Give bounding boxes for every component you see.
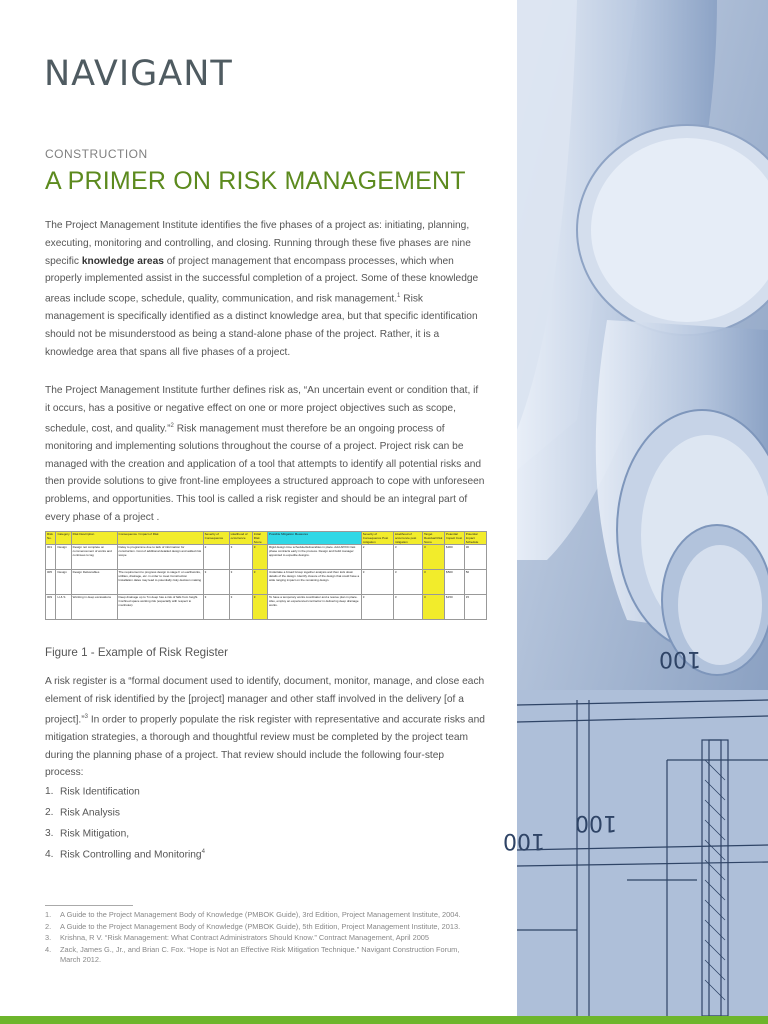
risk-register-paragraph: A risk register is a “formal document used to identify, document, monitor, manage, and close each element of risk identified by the [project] manager and other staff involved in the delivery [of a project].”$^3$ In order to properly populate the risk register with representative and accurate risks and mitigation strategies, a thorough and thoughtful review must be completed by the project team during the planning phase of a project. That review should include the following four-step process:: [45, 676, 485, 779]
risk-register-table: [45, 531, 487, 620]
header-consequence: Consequence / Impact of Risk: [117, 532, 203, 545]
risk-definition-paragraph: The Project Management Institute further defines risk as, “An uncertain event or condition that, if it occurs, has a positive or negative effect on one or more project objectives such as scope, schedule, cost, and quality.”$^2$ Risk management must therefore be an ongoing process of monitoring and implementing solutions throughout the course of a project. Project risk can be managed with the creation and application of a tool that attempts to identify all potential risks and then provide solutions to give front-line employees a structured approach to cope with unforeseen problems, and opportunities. This tool is called a risk register and should be an integral part of every phase of a project .: [45, 385, 485, 523]
risk-register-figure: [45, 531, 487, 631]
header-severity-post: Severity of Consequence Post mitigation: [361, 532, 393, 545]
header-severity: Severity of Consequence: [203, 532, 229, 545]
list-item: 1. Risk Identification: [45, 786, 140, 798]
footnote-item: 4. Zack, James G., Jr., and Brian C. Fox. “Hope is Not an Effective Risk Mitigation Technique.” Navigant Construction Forum, March 2012.: [45, 944, 460, 964]
navigant-logo: NAVIGANT: [44, 54, 233, 94]
footnote-ref-4: 4: [201, 849, 205, 855]
header-initial-score: Initial Risk Score: [252, 532, 267, 545]
section-label: CONSTRUCTION: [45, 147, 148, 161]
list-item: 3. Risk Mitigation,: [45, 828, 130, 840]
blueprint-label-100: 100: [659, 646, 701, 671]
footnote-item: 2. A Guide to the Project Management Body of Knowledge (PMBOK Guide), 5th Edition, Project Management Institute, 2013.: [45, 921, 461, 931]
figure-caption: Figure 1 - Example of Risk Register: [45, 646, 228, 659]
intro-paragraph: The Project Management Institute identifies the five phases of a project as: initiating, planning, executing, monitoring and controlling, and closing. Running through these five phases are nine specific knowledge areas of project management that encompass processes, which when properly implemented assist in the successful completion of a project. Some of these knowledge areas include scope, schedule, quality, communication, and risk management.$^1$ Risk management is specifically identified as a distinct knowledge area, but that specific identification should not be misunderstood as being a stand-alone phase of the project. Rather, it is a knowledge area that spans all five phases of a project.: [45, 220, 479, 358]
header-category: Category: [56, 532, 71, 545]
table-row: 001 Design Design not complete on commencement of works and continues to lag Delay to programme due to lack of information for construction. Cost of additional detailed design and added risk scope 2 3 3 Rigid design time schedule/deliverables in place. Add AP/OC fast phase contracts early in the process. Design and build manager appointed to expedite designs. 2 3 3 $300 30: [46, 545, 487, 570]
header-impact-cost: Potential Impact Cost: [445, 532, 465, 545]
footnote-ref-2: 2: [170, 422, 174, 429]
page-title: A PRIMER ON RISK MANAGEMENT: [45, 167, 466, 195]
footnote-item: 3. Krishna, R V. “Risk Management: What Contract Administrators Should Know.” Contract Management, April 2005: [45, 933, 430, 942]
list-item: 2. Risk Analysis: [45, 807, 121, 819]
header-residual-score: Target Residual Risk Score: [423, 532, 445, 545]
knowledge-areas-link[interactable]: knowledge areas: [81, 255, 164, 267]
header-risk-description: Risk Description: [71, 532, 117, 545]
blueprint-rolls-photo: [503, 0, 768, 1016]
header-likelihood: Likelihood of occurrence: [229, 532, 252, 545]
footnote-item: 1. A Guide to the Project Management Body of Knowledge (PMBOK Guide), 3rd Edition, Project Management Institute, 2004.: [45, 910, 461, 919]
header-likelihood-post: Likelihood of occurrence post mitigation: [393, 532, 422, 545]
header-impact-schedule: Potential Impact Schedule: [464, 532, 486, 545]
process-steps-list: [45, 786, 205, 870]
header-mitigation: Possible Mitigation Measures: [267, 532, 361, 545]
header-risk-no: Risk No.: [46, 532, 56, 545]
bottom-accent-bar: [0, 1016, 768, 1024]
register-header-row: [46, 532, 487, 545]
footnote-ref-1: 1: [397, 293, 401, 300]
footnote-ref-3: 3: [84, 713, 88, 720]
table-row: 005 Design Design Deliverables The requirement to progress design to stage F on earthworks, utilities, drainage, etc. in order to meet Construction Installation dates may lead to potentially risky decision making 3 3 3 Undertake a broad Group together analysis and then lock down details of the design. Identify closure of the design that could have a wide ranging impact on the remaining design. 3 3 3 $500 50: [46, 570, 487, 595]
list-item: 4. Risk Controlling and Monitoring$^4$: [45, 849, 205, 861]
blueprint-label-100: 100: [575, 810, 617, 835]
blueprint-illustration: [503, 0, 768, 1016]
blueprint-label-100: 100: [503, 828, 545, 853]
footnote-divider: [45, 905, 133, 906]
table-row: 009 H & S Working in deep excavations Deep drainage up to 7m deep has a risk of falls from height. Confined space working risk (especially with respect to manholes) 3 3 3 To have a temporary works coordinator and a rescue plan in place. Also, employ an experienced contractor in delivering deep drainage works. 3 3 3 $150 15: [46, 595, 487, 620]
footnotes: [45, 910, 465, 966]
